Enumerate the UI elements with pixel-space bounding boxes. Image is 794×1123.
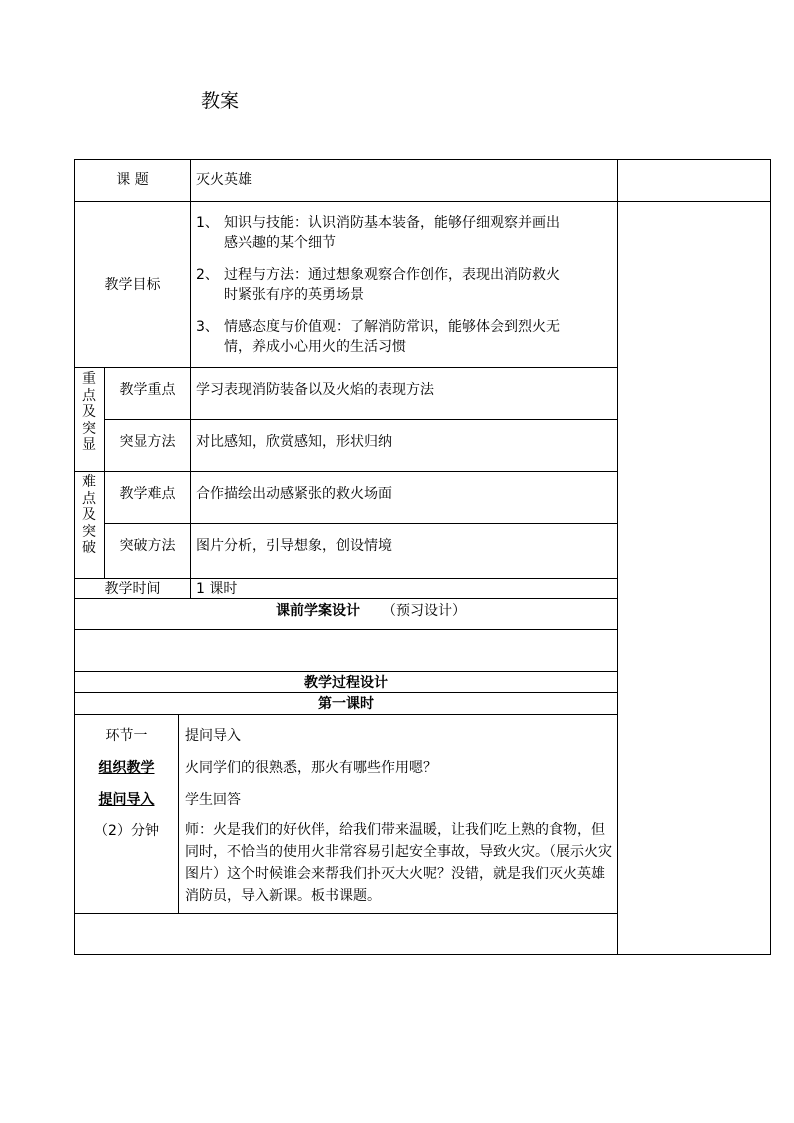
row-line-2 [74,367,618,368]
objectives-label: 教学目标 [104,277,161,293]
row-line-8 [74,629,618,630]
topic-value: 灭火英雄 [196,172,252,188]
phase-question: 提问导入 [98,792,155,808]
objective-text-cont: 时紧张有序的英勇场景 [224,287,364,303]
process-title: 教学过程设计 [304,675,388,691]
key-points-group-label: 重点及突显 [82,371,96,453]
phase-organize: 组织教学 [98,760,155,776]
difficulty-focus-value: 合作描绘出动感紧张的救火场面 [196,486,392,502]
difficulty-focus-label: 教学难点 [119,486,176,502]
row-line-7 [74,598,618,599]
key-method-value: 对比感知，欣赏感知，形状归纳 [196,434,392,450]
time-value: 1 课时 [196,581,238,597]
objective-text-cont: 感兴趣的某个细节 [224,235,336,251]
objective-text: 过程与方法：通过想象观察合作创作，表现出消防救火 [224,267,560,283]
objective-number: 3、 [196,319,219,335]
content-line-3: 学生回答 [185,792,241,808]
step-label: 环节一 [105,728,148,744]
difficulty-method-label: 突破方法 [119,538,176,554]
col-line-label-top [190,159,191,367]
difficulties-group-label: 难点及突破 [82,474,96,556]
document-title: 教案 [201,90,240,112]
row-line-5 [104,523,618,524]
teacher-paragraph: 师：火是我们的好伙伴，给我们带来温暖，让我们吃上熟的食物，但同时，不恰当的使用火非常容易引起安全事故，导致火灾。（展示火灾图片）这个时候谁会来帮我们扑灭大火呢？没错，就是我们灭火英雄消防员，导入新课。板书课题。 [185,822,612,904]
row-line-12 [74,913,618,914]
objective-text-cont: 情，养成小心用火的生活习惯 [224,339,406,355]
objective-text: 情感态度与价值观：了解消防常识，能够体会到烈火无 [224,319,560,335]
content-line-2: 火同学们的很熟悉，那火有哪些作用嗯？ [185,760,437,776]
objective-text: 知识与技能：认识消防基本装备，能够仔细观察并画出 [224,215,560,231]
row-line-4 [74,471,618,472]
objective-number: 2、 [196,267,219,283]
table-border-right [770,159,771,955]
preclass-subtitle: （预习设计） [382,603,466,619]
row-line-3 [104,419,618,420]
col-line-label-mid [190,367,191,598]
right-column-row-line [617,201,771,202]
table-border-top [74,159,771,160]
row-line-10 [74,692,618,693]
key-focus-value: 学习表现消防装备以及火焰的表现方法 [196,382,434,398]
preclass-heading [276,603,466,619]
col-line-section [178,714,179,913]
key-focus-label: 教学重点 [119,382,176,398]
duration: （2）分钟 [94,823,159,839]
row-line-11 [74,714,618,715]
key-method-label: 突显方法 [119,434,176,450]
time-label: 教学时间 [104,581,161,597]
objective-number: 1、 [196,215,219,231]
table-border-bottom [74,954,771,955]
difficulty-method-value: 图片分析，引导想象，创设情境 [196,538,392,554]
preclass-title: 课前学案设计 [276,603,360,619]
topic-label: 课 题 [116,172,149,188]
content-line-1: 提问导入 [185,728,241,744]
row-line-1 [74,201,618,202]
row-line-9 [74,671,618,672]
right-column-divider [617,159,618,955]
row-line-6 [74,578,618,579]
lesson-title: 第一课时 [318,696,374,712]
